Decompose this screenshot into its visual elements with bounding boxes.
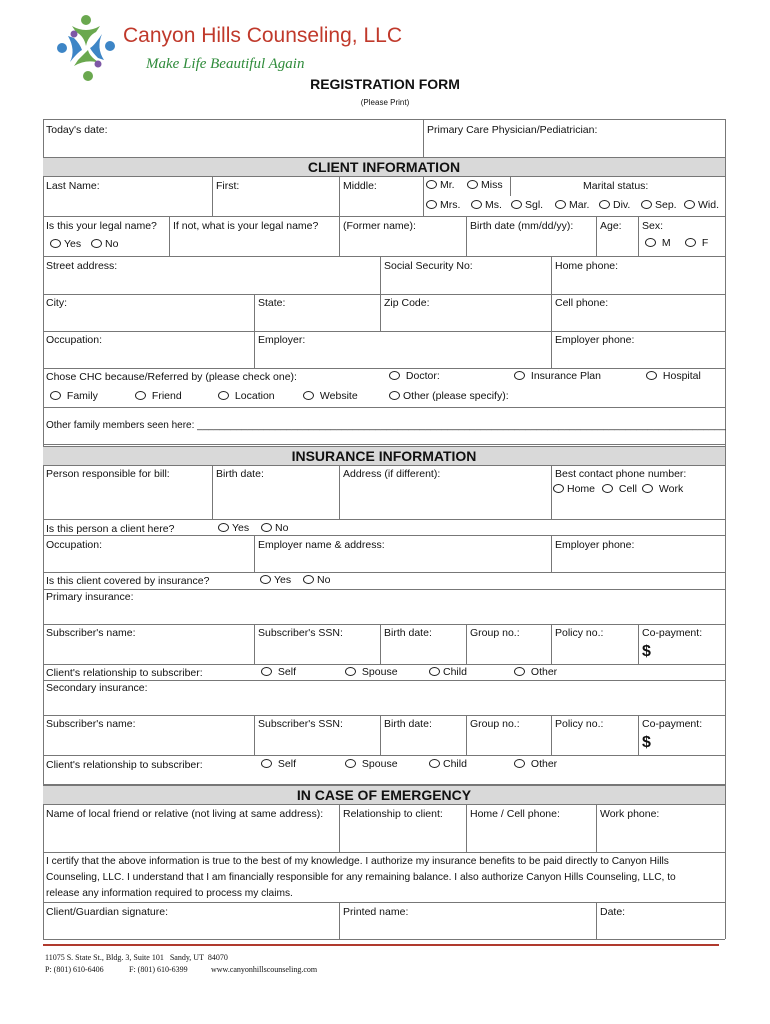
divider bbox=[212, 465, 213, 519]
divider bbox=[339, 804, 340, 852]
option-label: Yes bbox=[64, 238, 82, 250]
ref-other-option[interactable] bbox=[389, 390, 509, 402]
option-label: Div. bbox=[613, 199, 631, 211]
rule bbox=[43, 119, 725, 120]
divider bbox=[551, 624, 552, 664]
signature-label: Client/Guardian signature: bbox=[46, 906, 168, 918]
todays-date-label: Today's date: bbox=[46, 124, 108, 136]
divider bbox=[638, 624, 639, 664]
secondary-group-no-label: Group no.: bbox=[470, 718, 520, 730]
secondary-policy-no-label: Policy no.: bbox=[555, 718, 604, 730]
radio-icon bbox=[646, 371, 657, 380]
primary-group-no-label: Group no.: bbox=[470, 627, 520, 639]
employer-phone-label: Employer phone: bbox=[555, 334, 635, 346]
zip-label: Zip Code: bbox=[384, 297, 430, 309]
option-label: Other bbox=[530, 758, 558, 770]
option-label: Other bbox=[530, 666, 558, 678]
primary-subscriber-name-label: Subscriber's name: bbox=[46, 627, 136, 639]
radio-icon bbox=[511, 200, 522, 209]
option-label: Cell bbox=[618, 483, 638, 495]
divider bbox=[380, 715, 381, 755]
rule bbox=[43, 852, 725, 853]
state-label: State: bbox=[258, 297, 286, 309]
option-label: Yes bbox=[274, 574, 292, 586]
option-label: Self bbox=[277, 666, 297, 678]
rule bbox=[43, 664, 725, 665]
sex-m-option[interactable] bbox=[645, 237, 671, 249]
home-cell-phone-label: Home / Cell phone: bbox=[470, 808, 560, 820]
primary-rel-other-option[interactable] bbox=[514, 666, 557, 678]
radio-icon bbox=[303, 391, 314, 400]
option-label: Mrs. bbox=[440, 199, 461, 211]
radio-icon bbox=[599, 200, 610, 209]
is-client-yes-option[interactable] bbox=[218, 522, 249, 534]
marital-status-label: Marital status: bbox=[583, 180, 649, 192]
secondary-subscriber-ssn-label: Subscriber's SSN: bbox=[258, 718, 343, 730]
option-label: Doctor: bbox=[405, 370, 440, 382]
responsible-label: Person responsible for bill: bbox=[46, 468, 170, 480]
company-name: Canyon Hills Counseling, LLC bbox=[123, 24, 402, 47]
option-label: Friend bbox=[151, 390, 182, 402]
option-label: Spouse bbox=[361, 666, 398, 678]
option-label: Mar. bbox=[569, 199, 590, 211]
footer-rule bbox=[43, 944, 719, 946]
logo-figures-icon bbox=[50, 12, 122, 86]
secondary-rel-spouse-option[interactable] bbox=[345, 758, 398, 770]
divider bbox=[638, 216, 639, 256]
divider bbox=[339, 216, 340, 256]
former-name-label: (Former name): bbox=[343, 220, 416, 232]
divider bbox=[551, 465, 552, 519]
rule bbox=[43, 715, 725, 716]
ssn-label: Social Security No: bbox=[384, 260, 473, 272]
radio-icon bbox=[514, 667, 525, 676]
best-contact-label: Best contact phone number: bbox=[555, 468, 687, 480]
secondary-rel-other-option[interactable] bbox=[514, 758, 557, 770]
primary-subscriber-ssn-label: Subscriber's SSN: bbox=[258, 627, 343, 639]
occupation-label: Occupation: bbox=[46, 334, 103, 346]
divider bbox=[380, 256, 381, 294]
resp-birth-date-label: Birth date: bbox=[216, 468, 264, 480]
radio-icon bbox=[345, 667, 356, 676]
form-title: REGISTRATION FORM bbox=[310, 76, 460, 92]
radio-icon bbox=[135, 391, 146, 400]
secondary-subscriber-name-label: Subscriber's name: bbox=[46, 718, 136, 730]
covered-question: Is this client covered by insurance? bbox=[46, 575, 210, 587]
radio-icon bbox=[303, 575, 314, 584]
certify-line-1: I certify that the above information is true to the best of my knowledge. I authorize my insurance benefits to be paid directly to Canyon Hills bbox=[46, 856, 669, 867]
radio-icon bbox=[218, 391, 229, 400]
insurance-info-heading: INSURANCE INFORMATION bbox=[43, 446, 725, 466]
divider bbox=[638, 715, 639, 755]
client-info-heading: CLIENT INFORMATION bbox=[43, 157, 725, 177]
option-label: F bbox=[701, 237, 709, 249]
rule bbox=[43, 572, 725, 573]
divider bbox=[596, 902, 597, 939]
option-label: Child bbox=[443, 758, 467, 770]
secondary-rel-self-option[interactable] bbox=[261, 758, 296, 770]
primary-rel-self-option[interactable] bbox=[261, 666, 296, 678]
contact-home-option[interactable] bbox=[553, 483, 595, 495]
option-label: Sep. bbox=[655, 199, 677, 211]
primary-policy-no-label: Policy no.: bbox=[555, 627, 604, 639]
other-family-label[interactable]: Other family members seen here: _______________________________________________________________________________________________ bbox=[46, 420, 726, 431]
chose-chc-label: Chose CHC because/Referred by (please check one): bbox=[46, 371, 297, 383]
form-right-border bbox=[725, 119, 726, 939]
option-label: Self bbox=[277, 758, 297, 770]
middle-name-label: Middle: bbox=[343, 180, 377, 192]
rule bbox=[43, 444, 725, 445]
radio-icon bbox=[261, 667, 272, 676]
ref-family-option[interactable] bbox=[50, 390, 98, 402]
radio-icon bbox=[426, 200, 437, 209]
emergency-heading: IN CASE OF EMERGENCY bbox=[43, 785, 725, 805]
radio-icon bbox=[389, 371, 400, 380]
option-label: Family bbox=[66, 390, 98, 402]
option-label: No bbox=[317, 574, 331, 586]
legal-yes-option[interactable] bbox=[50, 238, 81, 250]
option-label: M bbox=[661, 237, 671, 249]
divider bbox=[169, 216, 170, 256]
divider bbox=[254, 715, 255, 755]
option-label: No bbox=[105, 238, 119, 250]
rule bbox=[43, 294, 725, 295]
option-label: Website bbox=[319, 390, 358, 402]
primary-rel-child-option[interactable] bbox=[429, 666, 467, 678]
rule bbox=[43, 407, 725, 408]
please-print: (Please Print) bbox=[360, 98, 410, 107]
rule bbox=[43, 680, 725, 681]
divider bbox=[380, 624, 381, 664]
radio-icon bbox=[261, 759, 272, 768]
certify-line-2: Counseling, LLC. I understand that I am financially responsible for any remaining balance. I also authorize Canyon Hills Counseling, LLC, to bbox=[46, 872, 676, 883]
sex-label: Sex: bbox=[642, 220, 664, 232]
option-label: Sgl. bbox=[525, 199, 544, 211]
divider bbox=[466, 216, 467, 256]
radio-icon bbox=[467, 180, 478, 189]
option-label: Yes bbox=[232, 522, 250, 534]
friend-name-label: Name of local friend or relative (not living at same address): bbox=[46, 808, 324, 820]
rule bbox=[43, 755, 725, 756]
radio-icon bbox=[471, 200, 482, 209]
radio-icon bbox=[645, 238, 656, 247]
radio-icon bbox=[429, 667, 440, 676]
work-phone-label: Work phone: bbox=[600, 808, 660, 820]
age-label: Age: bbox=[600, 220, 622, 232]
covered-no-option[interactable] bbox=[303, 574, 330, 586]
rule bbox=[43, 624, 725, 625]
radio-icon bbox=[514, 759, 525, 768]
divider bbox=[466, 804, 467, 852]
logo bbox=[50, 12, 122, 86]
printed-name-label: Printed name: bbox=[343, 906, 409, 918]
radio-icon bbox=[684, 200, 695, 209]
address-label: Address (if different): bbox=[343, 468, 441, 480]
divider bbox=[466, 624, 467, 664]
radio-icon bbox=[685, 238, 696, 247]
legal-no-option[interactable] bbox=[91, 238, 118, 250]
radio-icon bbox=[218, 523, 229, 532]
radio-icon bbox=[50, 239, 61, 248]
rule bbox=[43, 535, 725, 536]
title-miss-option[interactable] bbox=[467, 179, 503, 191]
divider bbox=[510, 176, 511, 196]
sex-f-option[interactable] bbox=[685, 237, 708, 249]
covered-yes-option[interactable] bbox=[260, 574, 291, 586]
radio-icon bbox=[50, 391, 61, 400]
form-left-border bbox=[43, 119, 44, 939]
option-label: No bbox=[275, 522, 289, 534]
marital-wid-option[interactable] bbox=[684, 199, 719, 211]
radio-icon bbox=[426, 180, 437, 189]
primary-copay-dollar: $ bbox=[642, 643, 651, 660]
employer-label: Employer: bbox=[258, 334, 306, 346]
if-not-legal-name-label: If not, what is your legal name? bbox=[173, 220, 319, 232]
footer-fax: F: (801) 610-6399 bbox=[129, 965, 188, 974]
divider bbox=[596, 804, 597, 852]
footer-phone: P: (801) 610-6406 bbox=[45, 965, 104, 974]
option-label: Child bbox=[443, 666, 467, 678]
radio-icon bbox=[514, 371, 525, 380]
radio-icon bbox=[261, 523, 272, 532]
option-label: Home bbox=[567, 483, 596, 495]
primary-copayment-label: Co-payment: bbox=[642, 627, 703, 639]
divider bbox=[339, 176, 340, 216]
rule bbox=[43, 331, 725, 332]
rule bbox=[43, 519, 725, 520]
legal-name-question: Is this your legal name? bbox=[46, 220, 157, 232]
marital-div-option[interactable] bbox=[599, 199, 630, 211]
option-label: Hospital bbox=[662, 370, 701, 382]
radio-icon bbox=[91, 239, 102, 248]
tagline: Make Life Beautiful Again bbox=[146, 56, 305, 72]
radio-icon bbox=[260, 575, 271, 584]
option-label: Other (please specify): bbox=[403, 390, 509, 402]
divider bbox=[423, 119, 424, 157]
contact-cell-option[interactable] bbox=[602, 483, 637, 495]
secondary-rel-child-option[interactable] bbox=[429, 758, 467, 770]
radio-icon bbox=[389, 391, 400, 400]
radio-icon bbox=[641, 200, 652, 209]
marital-sgl-option[interactable] bbox=[511, 199, 543, 211]
resp-occupation-label: Occupation: bbox=[46, 539, 103, 551]
option-label: Mr. bbox=[440, 179, 455, 191]
date-label: Date: bbox=[600, 906, 626, 918]
secondary-copay-dollar: $ bbox=[642, 734, 651, 751]
marital-sep-option[interactable] bbox=[641, 199, 677, 211]
primary-relationship-label: Client's relationship to subscriber: bbox=[46, 667, 203, 679]
secondary-relationship-label: Client's relationship to subscriber: bbox=[46, 759, 203, 771]
radio-icon bbox=[642, 484, 653, 493]
rule bbox=[43, 216, 725, 217]
employer-address-label: Employer name & address: bbox=[258, 539, 385, 551]
rule bbox=[43, 939, 725, 940]
home-phone-label: Home phone: bbox=[555, 260, 619, 272]
ref-website-option[interactable] bbox=[303, 390, 358, 402]
option-label: Insurance Plan bbox=[530, 370, 601, 382]
radio-icon bbox=[429, 759, 440, 768]
title-ms-option[interactable] bbox=[471, 199, 502, 211]
divider bbox=[212, 176, 213, 216]
last-name-label: Last Name: bbox=[46, 180, 100, 192]
divider bbox=[466, 715, 467, 755]
cell-phone-label: Cell phone: bbox=[555, 297, 609, 309]
divider bbox=[423, 176, 424, 216]
option-label: Spouse bbox=[361, 758, 398, 770]
divider bbox=[551, 715, 552, 755]
option-label: Work bbox=[658, 483, 684, 495]
divider bbox=[596, 216, 597, 256]
radio-icon bbox=[345, 759, 356, 768]
primary-rel-spouse-option[interactable] bbox=[345, 666, 398, 678]
ref-insurance-option[interactable] bbox=[514, 370, 601, 382]
divider bbox=[551, 535, 552, 572]
option-label: Location bbox=[234, 390, 275, 402]
title-mrs-option[interactable] bbox=[426, 199, 460, 211]
divider bbox=[339, 902, 340, 939]
resp-employer-phone-label: Employer phone: bbox=[555, 539, 635, 551]
rule bbox=[43, 368, 725, 369]
radio-icon bbox=[553, 484, 564, 493]
city-label: City: bbox=[46, 297, 67, 309]
rule bbox=[43, 902, 725, 903]
divider bbox=[551, 256, 552, 368]
secondary-copayment-label: Co-payment: bbox=[642, 718, 703, 730]
option-label: Miss bbox=[481, 179, 503, 191]
radio-icon bbox=[555, 200, 566, 209]
footer-website-link[interactable]: www.canyonhillscounseling.com bbox=[211, 965, 318, 974]
street-address-label: Street address: bbox=[46, 260, 118, 272]
ref-friend-option[interactable] bbox=[135, 390, 182, 402]
rule bbox=[43, 256, 725, 257]
contact-work-option[interactable] bbox=[642, 483, 683, 495]
certify-line-3: release any information required to process my claims. bbox=[46, 888, 293, 899]
primary-sub-birth-label: Birth date: bbox=[384, 627, 432, 639]
divider bbox=[254, 624, 255, 664]
marital-mar-option[interactable] bbox=[555, 199, 589, 211]
option-label: Wid. bbox=[698, 199, 719, 211]
ref-location-option[interactable] bbox=[218, 390, 275, 402]
secondary-insurance-label: Secondary insurance: bbox=[46, 682, 148, 694]
emergency-relationship-label: Relationship to client: bbox=[343, 808, 443, 820]
primary-care-label: Primary Care Physician/Pediatrician: bbox=[427, 124, 598, 136]
rule bbox=[43, 589, 725, 590]
ref-doctor-option[interactable] bbox=[389, 370, 440, 382]
title-mr-option[interactable] bbox=[426, 179, 455, 191]
divider bbox=[339, 465, 340, 519]
secondary-sub-birth-label: Birth date: bbox=[384, 718, 432, 730]
primary-insurance-label: Primary insurance: bbox=[46, 591, 134, 603]
ref-hospital-option[interactable] bbox=[646, 370, 701, 382]
is-client-no-option[interactable] bbox=[261, 522, 288, 534]
first-name-label: First: bbox=[216, 180, 240, 192]
divider bbox=[254, 535, 255, 572]
footer-address: 11075 S. State St., Bldg. 3, Suite 101 Sandy, UT 84070 bbox=[45, 953, 228, 962]
radio-icon bbox=[602, 484, 613, 493]
option-label: Ms. bbox=[485, 199, 502, 211]
divider bbox=[380, 294, 381, 331]
birth-date-label: Birth date (mm/dd/yy): bbox=[470, 220, 574, 232]
is-client-question: Is this person a client here? bbox=[46, 523, 175, 535]
